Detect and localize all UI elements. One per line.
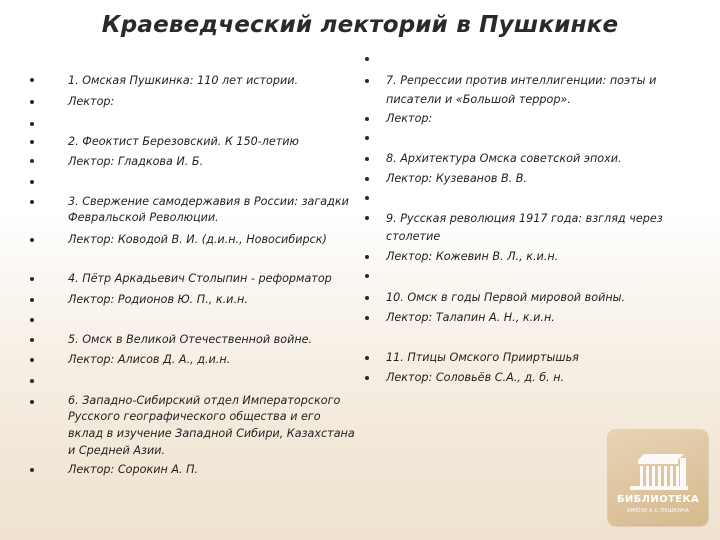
page-title: Краеведческий лекторий в Пушкинке <box>101 12 619 38</box>
lecture-3-lecturer: Лектор: Ководой В. И. (д.и.н., Новосибирск) <box>68 233 327 246</box>
lecture-2-title: 2. Феоктист Березовский. К 150-летию <box>68 135 299 148</box>
lecture-10-lecturer: Лектор: Талапин А. Н., к.и.н. <box>386 311 555 324</box>
lecture-7-title: 7. Репрессии против интеллигенции: поэты и <box>386 74 657 87</box>
lecture-11-title: 11. Птицы Омского Прииртышья <box>386 351 579 364</box>
bullet-icon <box>365 79 369 83</box>
bullet-icon <box>30 400 34 404</box>
bullet-icon <box>365 177 369 181</box>
bullet-icon <box>365 136 369 140</box>
lecture-5-lecturer: Лектор: Алисов Д. А., д.и.н. <box>68 353 231 366</box>
lecture-1-lecturer: Лектор: <box>68 95 115 108</box>
lecture-9-title: 9. Русская революция 1917 года: взгляд через <box>386 212 663 225</box>
lecture-9-lecturer: Лектор: Кожевин В. Л., к.и.н. <box>386 250 559 263</box>
lecture-7-lecturer: Лектор: <box>386 112 433 125</box>
lecture-6-title: 6. Западно-Сибирский отдел Императорского <box>68 394 341 407</box>
lecture-3-title-cont: Февральской Революции. <box>68 211 219 224</box>
lecture-8-title: 8. Архитектура Омска советской эпохи. <box>386 152 622 165</box>
bullet-icon <box>365 376 369 380</box>
lecture-6-title-cont: Русского географического общества и его <box>68 410 321 423</box>
bullet-icon <box>30 468 34 472</box>
bullet-icon <box>30 318 34 322</box>
lecture-4-title: 4. Пётр Аркадьевич Столыпин - реформатор <box>68 272 332 285</box>
lecture-11-lecturer: Лектор: Соловьёв С.А., д. б. н. <box>386 371 565 384</box>
bullet-icon <box>30 122 34 126</box>
bullet-icon <box>365 196 369 200</box>
bullet-icon <box>365 117 369 121</box>
bullet-icon <box>30 100 34 104</box>
bullet-icon <box>30 358 34 362</box>
bullet-icon <box>365 255 369 259</box>
bullet-icon <box>365 356 369 360</box>
bullet-icon <box>365 296 369 300</box>
bullet-icon <box>30 379 34 383</box>
lecture-5-title: 5. Омск в Великой Отечественной войне. <box>68 333 313 346</box>
lecture-4-lecturer: Лектор: Родионов Ю. П., к.и.н. <box>68 293 248 306</box>
lecture-8-lecturer: Лектор: Кузеванов В. В. <box>386 172 528 185</box>
bullet-icon <box>30 338 34 342</box>
bullet-icon <box>365 157 369 161</box>
lecture-10-title: 10. Омск в годы Первой мировой войны. <box>386 291 626 304</box>
lecture-7-title-cont: писатели и «Большой террор». <box>386 93 571 106</box>
lecture-2-lecturer: Лектор: Гладкова И. Б. <box>68 155 204 168</box>
bullet-icon <box>365 216 369 220</box>
bullet-icon <box>365 57 369 61</box>
bullet-icon <box>30 200 34 204</box>
logo-subtitle: ИМЕНИ А.С.ПУШКИНА <box>626 508 690 514</box>
bullet-icon <box>365 316 369 320</box>
lecture-6-title-cont: вклад в изучение Западной Сибири, Казахстана <box>68 427 355 440</box>
bullet-icon <box>30 298 34 302</box>
lecture-6-title-cont: и Средней Азии. <box>68 444 166 457</box>
bullet-icon <box>30 78 34 82</box>
lecture-6-lecturer: Лектор: Сорокин А. П. <box>68 463 199 476</box>
bullet-icon <box>30 140 34 144</box>
bullet-icon <box>365 274 369 278</box>
lecture-3-title: 3. Свержение самодержавия в России: загадки <box>68 195 349 208</box>
lecture-9-title-cont: столетие <box>386 230 441 243</box>
bullet-icon <box>30 180 34 184</box>
lecture-1-title: 1. Омская Пушкинка: 110 лет истории. <box>68 74 299 87</box>
logo-name: БИБЛИОТЕКА <box>616 494 700 505</box>
bullet-icon <box>30 159 34 163</box>
bullet-icon <box>30 238 34 242</box>
library-logo <box>608 430 708 526</box>
bullet-icon <box>30 277 34 281</box>
